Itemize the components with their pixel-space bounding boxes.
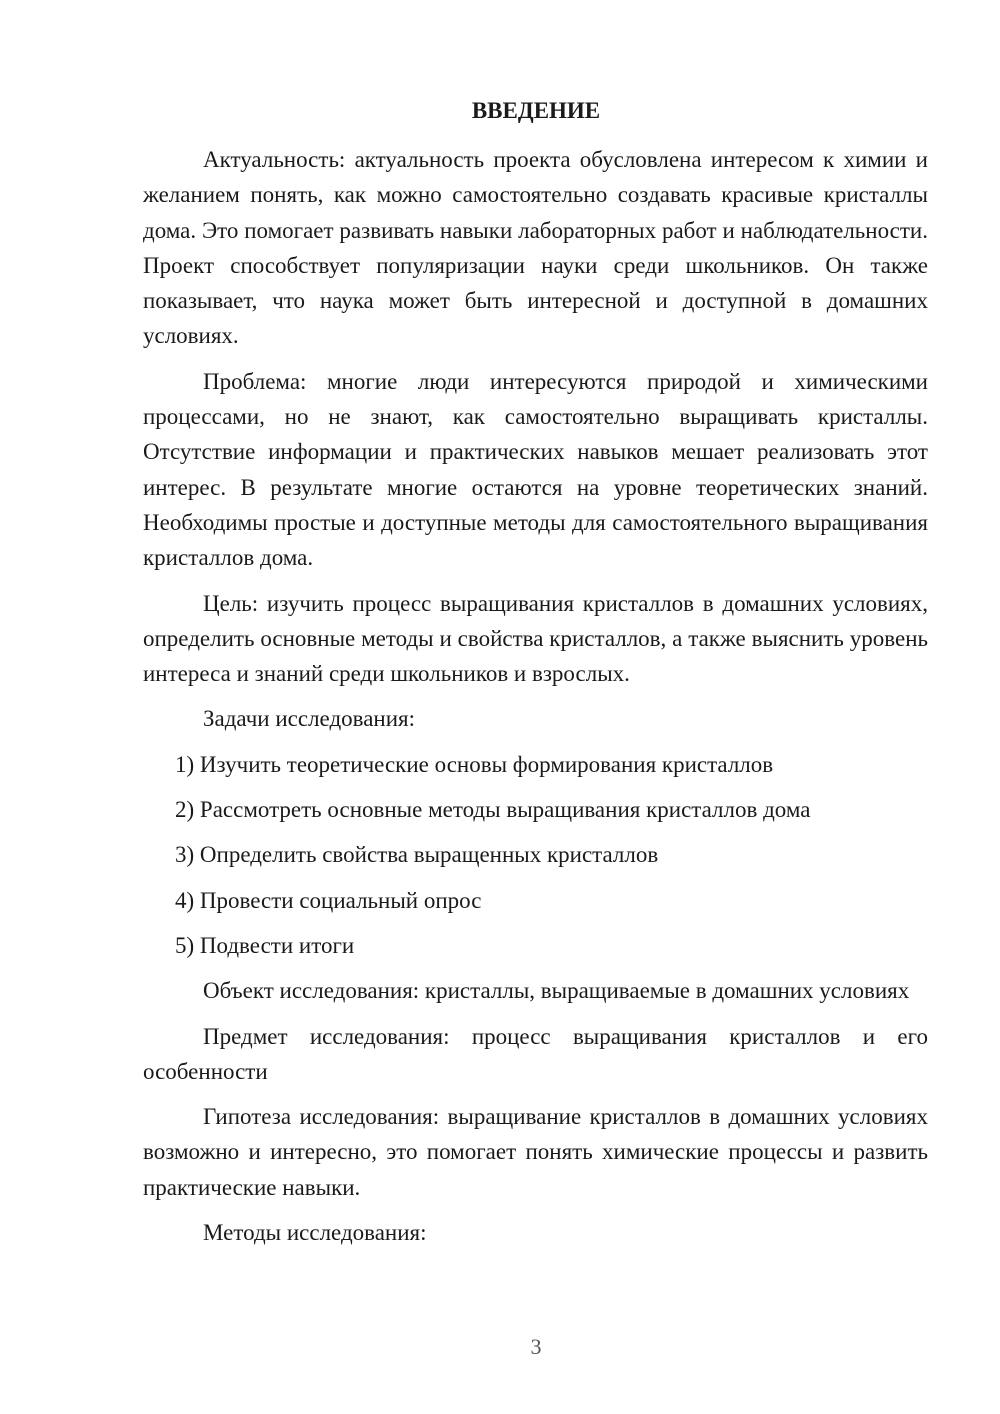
document-body [143,142,928,1260]
paragraph-goal: Цель: изучить процесс выращивания кристаллов в домашних условиях, определить основные методы и свойства кристаллов, а также выяснить уровень интереса и знаний среди школьников и взрослых. [143,590,928,687]
paragraph-hypothesis: Гипотеза исследования: выращивание кристаллов в домашних условиях возможно и интересно, это помогает понять химические процессы и развить практические навыки. [143,1104,928,1200]
page-number: 3 [530,1334,542,1359]
list-item: 4) Провести социальный опрос [175,887,482,913]
paragraph-relevance: Актуальность: актуальность проекта обусловлена интересом к химии и желанием понять, как можно самостоятельно создавать красивые кристаллы дома. Это помогает развивать навыки лабораторных работ и наблюдательности. Проект способствует популяризации науки среди школьников. Он также показывает, что наука может быть интересной и доступной в домашних условиях. [143,147,928,349]
paragraph-methods-heading: Методы исследования: [203,1220,427,1246]
page-title: ВВЕДЕНИЕ [471,98,601,123]
list-item: 3) Определить свойства выращенных кристаллов [175,842,659,868]
paragraph-subject: Предмет исследования: процесс выращивания кристаллов и его особенности [143,1023,928,1084]
list-item: 5) Подвести итоги [175,932,355,958]
paragraph-tasks-heading: Задачи исследования: [203,706,416,732]
list-item: 2) Рассмотреть основные методы выращивания кристаллов дома [175,797,811,823]
paragraph-object: Объект исследования: кристаллы, выращиваемые в домашних условиях [203,978,910,1004]
list-item: 1) Изучить теоретические основы формирования кристаллов [175,751,774,777]
paragraph-problem: Проблема: многие люди интересуются природой и химическими процессами, но не знают, как самостоятельно выращивать кристаллы. Отсутствие информации и практических навыков мешает реализовать этот интерес. В результате многие остаются на уровне теоретических знаний. Необходимы простые и доступные методы для самостоятельного выращивания кристаллов дома. [143,368,928,571]
